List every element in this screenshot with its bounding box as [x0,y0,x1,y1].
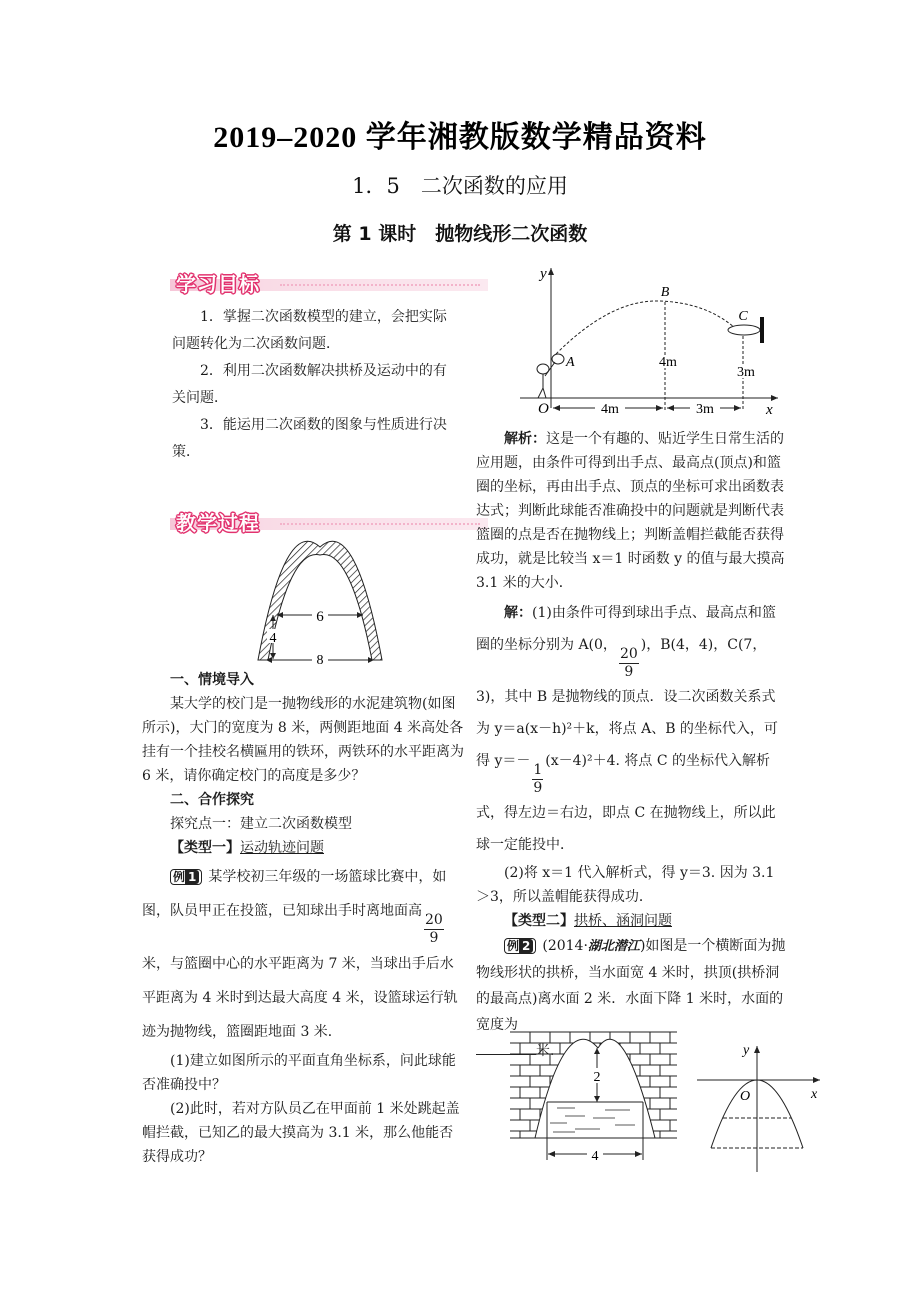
arch-figure [250,535,390,665]
type-1-heading [142,836,466,860]
fraction-numerator: 1 [533,762,543,778]
example-badge-number: 1 [185,870,199,884]
origin-label: O [740,1089,751,1104]
point-b-label: B [660,285,670,300]
arch-inner-width-label: 6 [316,609,324,625]
lesson-title: 第 1 课时 抛物线形二次函数 [332,223,588,245]
y-axis-label: y [540,266,547,282]
goals-banner [170,268,488,294]
fraction-numerator: 20 [425,912,443,928]
arch-height-label: 4 [269,631,277,646]
origin-label: O [538,401,549,417]
example-badge-label: 例 [173,870,186,884]
analysis-text: 这是一个有趣的、贴近学生日常生活的应用题，由条件可得到出手点、最高点(顶点)和篮圈的坐标，再由出手点、顶点的坐标可求出函数表达式；判断此球能否准确投中的问题就是判断代表篮圈的点是否在抛物线上；判断盖帽拦截能否获得成功，就是比较当 x＝1 时函数 y 的值与最大摸高 3.1 米的大小． [476,431,785,591]
type-2-prefix: 【类型二】 [504,913,574,929]
solution-part-2: (2)将 x＝1 代入解析式，得 y＝3. 因为 3.1＞3，所以盖帽能获得成功． [476,865,775,905]
fraction-denominator: 9 [624,664,634,680]
example-2-text: 如图是一个横断面为抛物线形状的拱桥，当水面宽 4 米时，拱顶(拱桥洞的最高点)离水面 2 米．水面下降 1 米时，水面的宽度为 [476,938,786,1033]
example-badge-number: 2 [519,939,533,953]
point-a-label: A [566,355,575,370]
intro-text: 某大学的校门是一抛物线形的水泥建筑物(如图所示)，大门的宽度为 8 米，两侧距地面 4 米高处各挂有一个挂校名横匾用的铁环，两铁环的水平距离为 6 米，请你确定校门的高度是多少？ [142,696,464,784]
goal-item: 1．掌握二次函数模型的建立，会把实际问题转化为二次函数问题． [172,309,447,352]
type-1-prefix: 【类型一】 [170,840,240,856]
bridge-height-label: 2 [593,1070,601,1085]
banner-dots [280,523,480,525]
hoop-icon [728,325,760,335]
process-banner-label: 教学过程 [176,511,260,535]
ball-icon [552,354,564,364]
player-icon [537,362,555,398]
goal-item: 3．能运用二次函数的图象与性质进行决策． [172,417,447,460]
goal-item: 2．利用二次函数解决拱桥及运动中的有关问题． [172,363,447,406]
goals-list [172,304,456,466]
type-1-title: 运动轨迹问题 [240,840,324,856]
backboard [760,317,764,343]
document-title: 2019–2020 学年湘教版数学精品资料 [213,121,707,154]
fraction-denominator: 9 [533,780,543,796]
fraction-20-9 [424,912,444,947]
example-2-tail: 米． [536,1043,564,1059]
process-banner [170,507,488,533]
example-2-badge [504,938,536,954]
example-badge-label: 例 [507,939,520,953]
example-1 [142,860,466,1049]
x-axis-label: x [811,1087,818,1102]
height-b-label: 4m [659,355,677,370]
water-ripples [550,1108,635,1132]
fraction-numerator: 20 [619,646,638,662]
intro-heading: 一、情境导入 [170,672,254,688]
analysis-label: 解析： [504,431,546,447]
example-1-question-2: (2)此时，若对方队员乙在甲面前 1 米处跳起盖帽拦截，已知乙的最大摸高为 3.1 米，那么他能否获得成功？ [142,1101,460,1165]
example-1-badge [170,869,202,885]
example-1-question-1: (1)建立如图所示的平面直角坐标系，问此球能否准确投中？ [142,1053,456,1093]
type-2-heading [476,909,788,933]
height-c-label: 3m [737,365,755,380]
solution-label: 解： [504,605,532,621]
section-title: 1．5 二次函数的应用 [352,174,568,198]
distance-ob-label: 4m [601,402,619,417]
basketball-figure [510,258,790,418]
y-axis-label: y [743,1043,750,1058]
example-2-source-a: (2014· [542,938,588,954]
fraction-20-9 [619,646,639,681]
solution-1-text-c: (x－4)²＋4. 将点 C 的坐标代入解析式，得左边＝右边，即点 C 在抛物线上，所以此球一定能投中． [476,753,776,853]
example-1-text-a: 某学校初三年级的一场篮球比赛中，如图，队员甲正在投篮，已知球出手时离地面高 [142,869,447,919]
example-2-source-place: 湖北潜江 [587,939,640,954]
coord-figure [695,1040,825,1175]
explore-point-1: 探究点一：建立二次函数模型 [170,816,352,832]
x-axis-label: x [766,402,773,418]
solution-part-1 [476,597,788,861]
analysis [476,427,788,595]
trajectory-curve [556,301,735,354]
solution-1-text-b: )，B(4，4)，C(7，3)，其中 B 是抛物线的顶点．设二次函数关系式为 y＝a(x－h)²＋k，将点 A、B 的坐标代入，可得 y＝－ [476,637,778,769]
right-column [476,427,788,1064]
distance-bc-label: 3m [696,402,714,417]
coop-heading: 二、合作探究 [170,792,254,808]
bridge-width-label: 4 [591,1149,599,1164]
fraction-denominator: 9 [429,930,439,946]
left-column [142,668,466,1169]
example-2-source-b: ) [639,938,646,954]
arch-base-width-label: 8 [316,653,324,665]
type-2-title: 拱桥、涵洞问题 [574,913,672,929]
example-1-text-b: 米，与篮圈中心的水平距离为 7 米，当球出手后水平距离为 4 米时到达最大高度 4 米，设篮球运行轨迹为抛物线，篮圈距地面 3 米． [142,956,458,1040]
brick-wall [510,1032,677,1138]
solution-1-text-a: (1)由条件可得到球出手点、最高点和篮圈的坐标分别为 A(0， [476,605,776,653]
goals-banner-label: 学习目标 [176,272,260,296]
point-c-label: C [738,309,748,324]
banner-dots [280,284,480,286]
bridge-figure [505,1030,680,1164]
fraction-1-9 [532,762,543,797]
